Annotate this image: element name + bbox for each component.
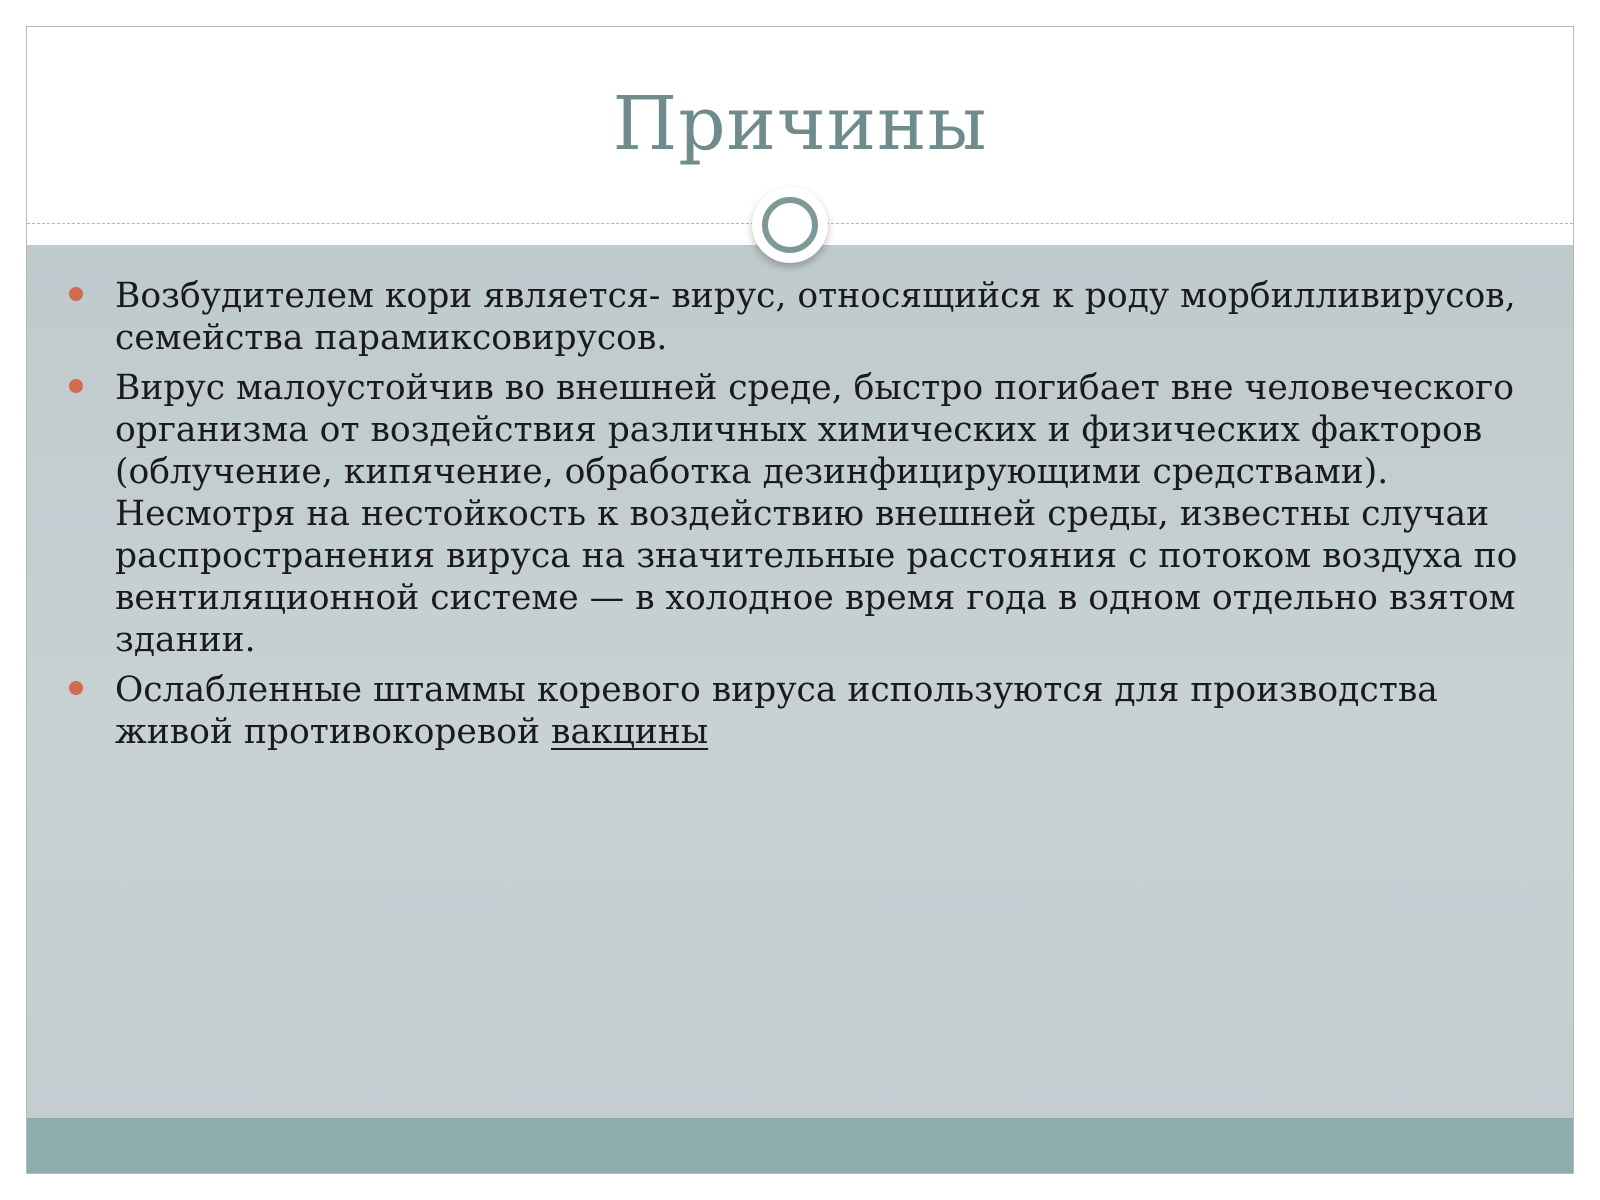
vaccine-link[interactable]: вакцины [551,712,709,752]
bullet-dot-icon [69,287,83,301]
footer-band [27,1118,1573,1173]
ring-ornament-icon [752,187,828,263]
bullet-text: Ослабленные штаммы коревого вируса используются для производства живой противокоревой [115,670,1438,752]
slide-title: Причины [612,81,988,167]
bullet-text: Возбудителем кори является- вирус, относящийся к роду морбилливирусов, семейства парамиксовирусов. [115,276,1516,358]
bullet-list [115,275,1535,761]
bullet-item [115,669,1535,753]
bullet-item [115,367,1535,661]
bullet-dot-icon [69,379,83,393]
bullet-dot-icon [69,681,83,695]
slide [26,26,1574,1174]
bullet-item [115,275,1535,359]
bullet-text: Вирус малоустойчив во внешней среде, быстро погибает вне человеческого организма от воздействия различных химических и физических факторов (облучение, кипячение, обработка дезинфицирующими средствами). Несмотря на нестойкость к воздействию внешней среды, известны случаи распространения вируса на значительные расстояния с потоком воздуха по вентиляционной системе — в холодное время года в одном отдельно взятом здании. [115,368,1518,660]
